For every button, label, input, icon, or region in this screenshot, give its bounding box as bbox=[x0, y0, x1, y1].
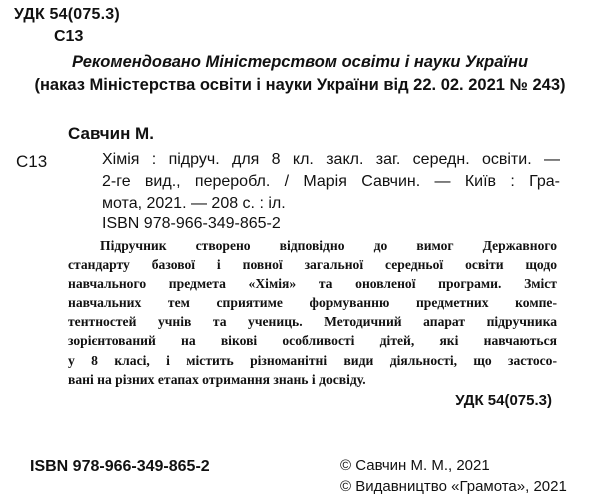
udk-code-bottom: УДК 54(075.3) bbox=[455, 392, 552, 409]
author-heading: Савчин М. bbox=[68, 124, 154, 143]
isbn-footer: ISBN 978-966-349-865-2 bbox=[30, 458, 210, 475]
bib-line: Хімія : підруч. для 8 кл. закл. заг. середн. освіти. — bbox=[102, 151, 560, 168]
annotation-line: зорієнтований на вікові особливості дітей, які навчаються bbox=[68, 333, 557, 349]
copyright-publisher: © Видавництво «Грамота», 2021 bbox=[340, 478, 567, 495]
author-mark-side: С13 bbox=[16, 152, 48, 171]
annotation-line: стандарту базової і повної загальної середньої освіти щодо bbox=[68, 257, 557, 273]
author-mark-top: С13 bbox=[54, 28, 84, 45]
copyright-author: © Савчин М. М., 2021 bbox=[340, 457, 490, 474]
annotation-line: тентностей учнів та учениць. Методичний апарат підручника bbox=[68, 314, 557, 330]
annotation-line: навчальних тем сприятиме формуванню предметних компе- bbox=[68, 295, 557, 311]
bib-line: мота, 2021. — 208 с. : іл. bbox=[102, 195, 286, 212]
annotation-line: у 8 класі, і містить різноманітні види діяльності, що застосо- bbox=[68, 352, 557, 368]
isbn-entry: ISBN 978-966-349-865-2 bbox=[102, 215, 281, 232]
annotation-line: вані на різних етапах отримання знань і досвіду. bbox=[68, 371, 366, 387]
recommendation-line: Рекомендовано Міністерством освіти і науки України bbox=[71, 53, 529, 71]
annotation-line: навчального предмета «Хімія» та оновленої програми. Зміст bbox=[68, 276, 557, 292]
ministry-order-line: (наказ Міністерства освіти і науки України від 22. 02. 2021 № 243) bbox=[34, 76, 566, 94]
udk-code-top: УДК 54(075.3) bbox=[14, 6, 120, 23]
bib-line: 2-ге вид., переробл. / Марія Савчин. — Київ : Гра- bbox=[102, 173, 560, 190]
bibliographic-description bbox=[102, 149, 560, 215]
annotation-line: Підручник створено відповідно до вимог Державного bbox=[100, 238, 557, 253]
annotation-paragraph bbox=[68, 236, 557, 389]
